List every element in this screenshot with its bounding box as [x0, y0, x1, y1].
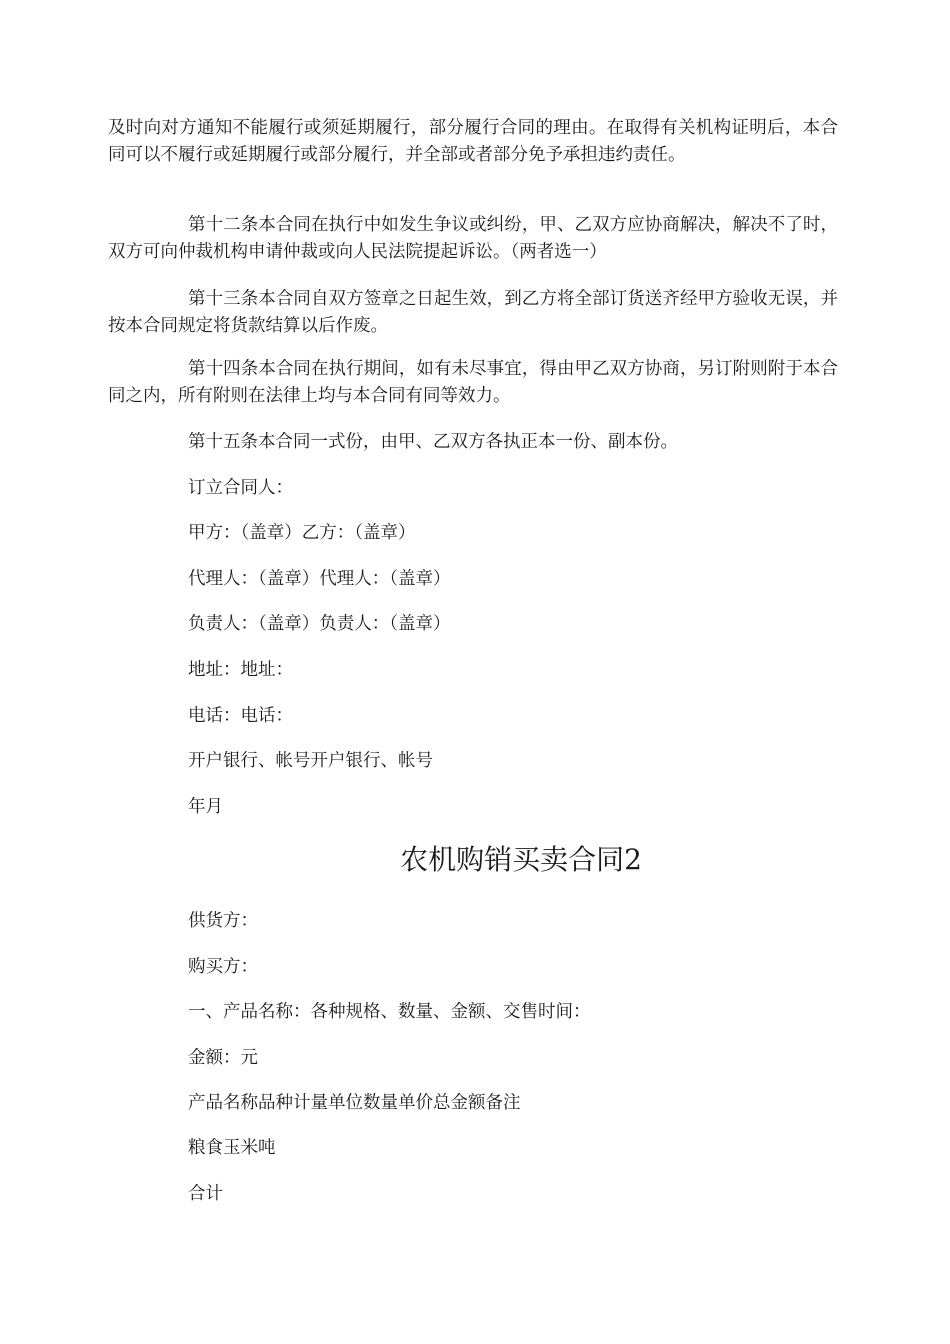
line-supplier: 供货方： — [188, 911, 258, 931]
line-product-name: 一、产品名称：各种规格、数量、金额、交售时间： — [188, 1002, 591, 1022]
line-bank-account: 开户银行、帐号开户银行、帐号 — [188, 751, 433, 771]
line-article-15: 第十五条本合同一式份，由甲、乙双方各执正本一份、副本份。 — [188, 432, 678, 452]
paragraph-article-14: 第十四条本合同在执行期间，如有未尽事宜，得由甲乙双方协商，另订附则附于本合同之内，所有附则在法律上均与本合同有同等效力。 — [108, 359, 838, 406]
line-responsible-seals: 负责人：（盖章）负责人：（盖章） — [188, 614, 451, 634]
line-table-header: 产品名称品种计量单位数量单价总金额备注 — [188, 1093, 521, 1113]
line-signatories: 订立合同人： — [188, 478, 293, 498]
paragraph-force-majeure: 及时向对方通知不能履行或须延期履行，部分履行合同的理由。在取得有关机构证明后，本合同可以不履行或延期履行或部分履行，并全部或者部分免予承担违约责任。 — [108, 118, 838, 165]
paragraph-article-13: 第十三条本合同自双方签章之日起生效，到乙方将全部订货送齐经甲方验收无误，并按本合同规定将货款结算以后作废。 — [108, 289, 838, 336]
line-amount: 金额：元 — [188, 1048, 258, 1068]
line-phone: 电话：电话： — [188, 706, 293, 726]
contract-title: 农机购销买卖合同2 — [400, 843, 642, 876]
line-grain-corn: 粮食玉米吨 — [188, 1138, 276, 1158]
line-address: 地址：地址： — [188, 660, 293, 680]
paragraph-article-12: 第十二条本合同在执行中如发生争议或纠纷，甲、乙双方应协商解决，解决不了时，双方可向仲裁机构申请仲裁或向人民法院提起诉讼。（两者选一） — [108, 215, 838, 262]
line-party-seals: 甲方：（盖章）乙方：（盖章） — [188, 523, 416, 543]
line-date: 年月 — [188, 797, 223, 817]
line-agent-seals: 代理人：（盖章）代理人：（盖章） — [188, 569, 451, 589]
line-buyer: 购买方： — [188, 957, 258, 977]
line-total: 合计 — [188, 1184, 223, 1204]
